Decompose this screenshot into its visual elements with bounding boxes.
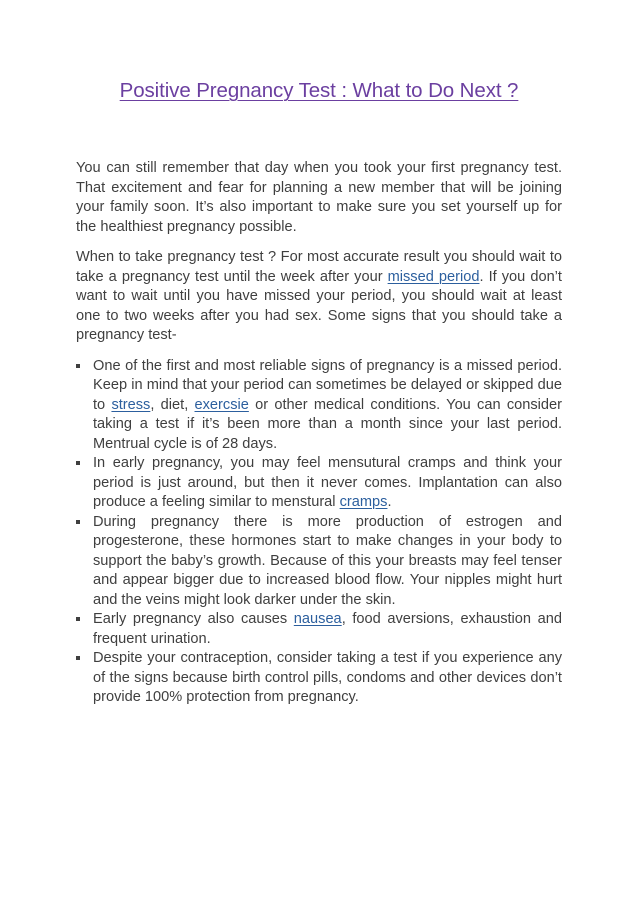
list-item: One of the first and most reliable signs of pregnancy is a missed period. Keep in mind that your period can sometimes be delayed or skipped due to stress, diet, exercsie or other medical conditions. You can consider taking a test if it’s been more than a month since your last period. Mentrual cycle is of 28 days.: [76, 357, 562, 455]
bullet-square-icon: [76, 520, 80, 524]
nausea-link[interactable]: nausea: [293, 611, 342, 627]
when-text-before-link: When to take pregnancy test ? For most accurate result you should wait to take a pregnancy test until the week after your: [76, 249, 562, 285]
exercise-link[interactable]: exercsie: [194, 396, 249, 413]
stress-link[interactable]: stress: [111, 396, 151, 413]
pregnancy-signs-list: [76, 357, 562, 708]
document-page: [76, 0, 562, 708]
when-to-test-paragraph: [76, 248, 562, 346]
list-item: Early pregnancy also causes nausea, food aversions, exhaustion and frequent urination.: [76, 610, 562, 649]
list-item: Despite your contraception, consider taking a test if you experience any of the signs because birth control pills, condoms and other devices don’t provide 100% protection from pregnancy.: [76, 649, 562, 708]
missed-period-link[interactable]: missed period: [387, 268, 480, 285]
bullet-square-icon: [76, 364, 80, 368]
cramps-link[interactable]: cramps: [339, 494, 388, 510]
page-title[interactable]: Positive Pregnancy Test : What to Do Next ?: [119, 79, 519, 102]
when-text-after-link: . If you don’t want to wait until you have missed your period, you should wait at least one to two weeks after you had sex. Some signs that you should take a pregnancy test-: [76, 268, 562, 343]
bullet-square-icon: [76, 656, 80, 660]
list-item: During pregnancy there is more production of estrogen and progesterone, these hormones start to make changes in your body to support the baby’s growth. Because of this your breasts may feel tenser and appear bigger due to increased blood flow. Your nipples might hurt and the veins might look darker under the skin.: [76, 513, 562, 611]
bullet-square-icon: [76, 617, 80, 621]
intro-paragraph: You can still remember that day when you took your first pregnancy test. That excitement and fear for planning a new member that will be joining your family soon. It’s also important to make sure you set yourself up for the healthiest pregnancy possible.: [76, 160, 562, 235]
list-item: In early pregnancy, you may feel mensutural cramps and think your period is just around, but then it never comes. Implantation can also produce a feeling similar to menstural cramps.: [76, 454, 562, 513]
bullet-square-icon: [76, 461, 80, 465]
